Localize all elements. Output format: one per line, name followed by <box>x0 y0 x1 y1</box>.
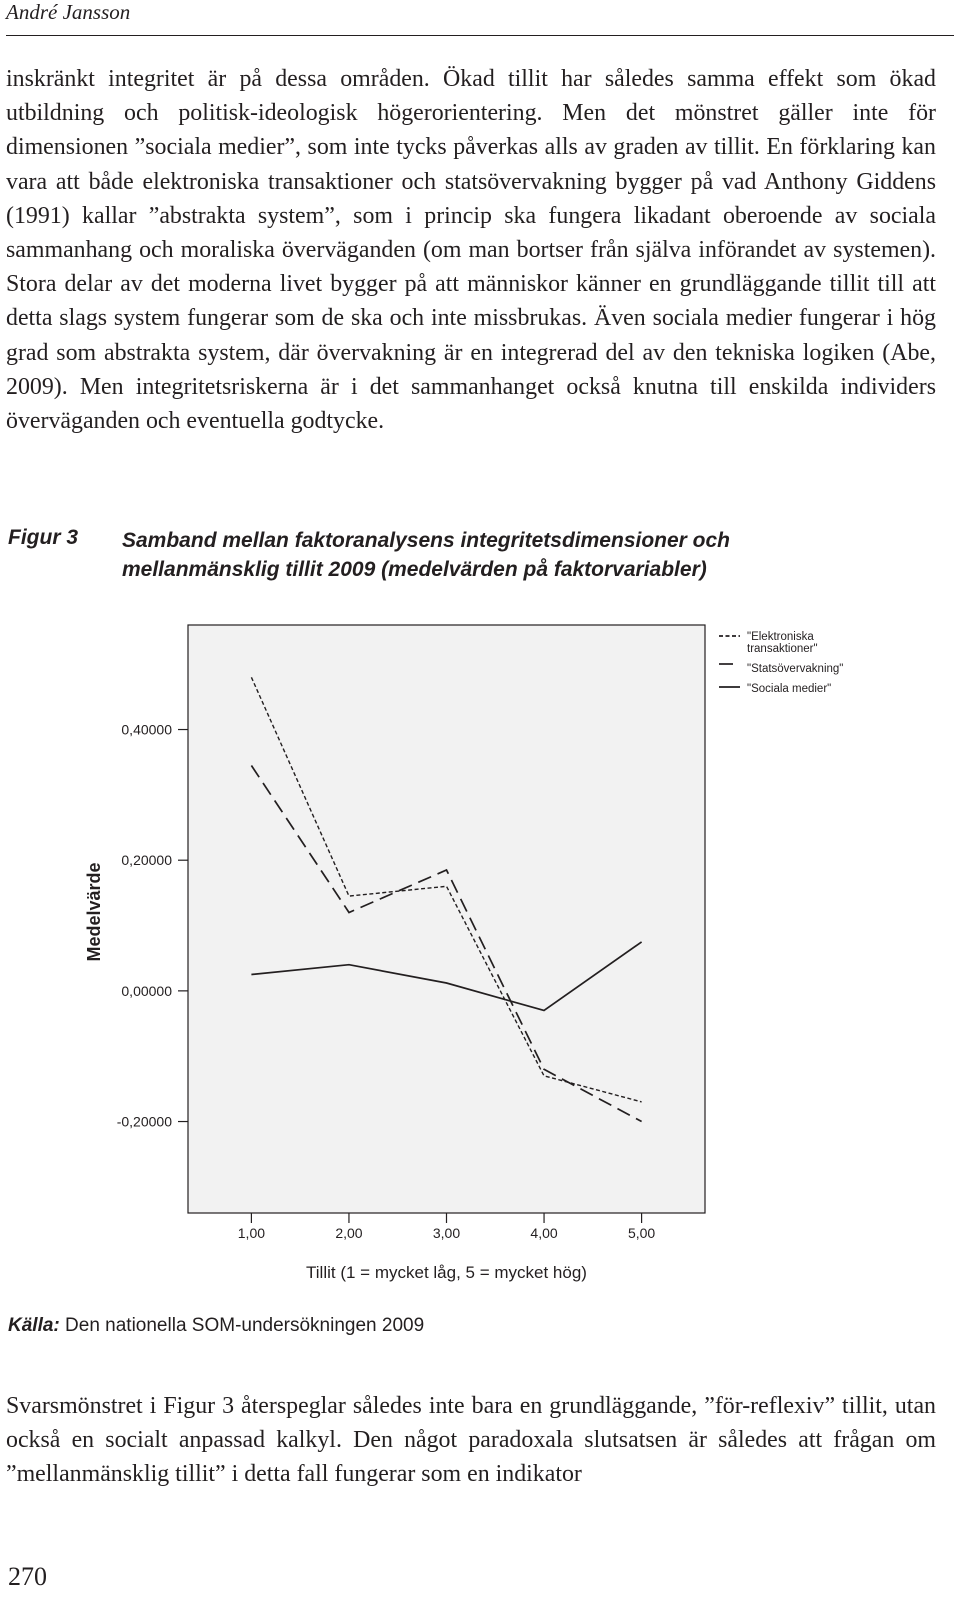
x-tick-label: 5,00 <box>627 1225 656 1241</box>
body-paragraph-2: Svarsmönstret i Figur 3 återspeglar således inte bara en grundläggande, ”för-reflexiv” tillit, utan också en socialt anpassad kalkyl. Den något paradoxala slutsatsen är således att frågan om ”mellanmänsklig tillit” i detta fall fungerar som en indikator <box>6 1393 936 1488</box>
y-axis-label: Medelvärde <box>84 862 104 962</box>
figure-label: Figur 3 <box>8 526 79 549</box>
body-paragraph-1: inskränkt integritet är på dessa områden. Ökad tillit har således samma effekt som ökad utbildning och politisk-ideologisk högerorientering. Men det mönstret gäller inte för dimensionen ”sociala medier”, som inte tycks påverkas alls av graden av tillit. En förklaring kan vara att både elektroniska transaktioner och statsövervakning bygger på vad Anthony Giddens (1991) kallar ”abstrakta system”, som i princip ska fungera likadant oberoende av sociala sammanhang och moraliska överväganden (om man bortser från själva införandet av systemen). Stora delar av det moderna livet bygger på att människor känner en grundläggande tillit till att detta slags system fungerar som de ska och inte missbrukas. Även sociala medier fungerar i hög grad som abstrakta system, där övervakning är en integrerad del av den tekniska logiken (Abe, 2009). Men integritetsriskerna är i det sammanhanget också knutna till enskilda individers överväganden och eventuella godtycke. <box>6 66 936 435</box>
figure-title: Samband mellan faktoranalysens integritetsdimensioner och mellanmänsklig tillit 2009 (medelvärden på faktorvariabler) <box>122 529 731 581</box>
running-head: André Jansson <box>6 0 131 24</box>
legend-label-3: "Sociala medier" <box>747 683 832 695</box>
source-label: Källa: <box>8 1315 60 1336</box>
y-tick-label: 0,40000 <box>121 721 172 738</box>
plot-area <box>188 625 705 1213</box>
y-tick-label: 0,00000 <box>121 982 172 999</box>
legend-label-1: transaktioner" <box>747 643 818 655</box>
x-tick-label: 3,00 <box>432 1225 461 1241</box>
x-tick-label: 4,00 <box>530 1225 558 1241</box>
y-tick-label: 0,20000 <box>121 852 172 869</box>
source-note <box>8 1315 424 1337</box>
page-number: 270 <box>8 1562 47 1591</box>
legend-label-2: "Statsövervakning" <box>747 663 844 675</box>
source-text: Den nationella SOM-undersökningen 2009 <box>59 1315 425 1336</box>
legend-label-1: "Elektroniska <box>747 631 814 643</box>
x-tick-label: 2,00 <box>335 1225 363 1241</box>
x-tick-label: 1,00 <box>237 1225 266 1241</box>
y-tick-label: -0,20000 <box>116 1113 172 1130</box>
x-axis-label: Tillit (1 = mycket låg, 5 = mycket hög) <box>306 1263 587 1282</box>
